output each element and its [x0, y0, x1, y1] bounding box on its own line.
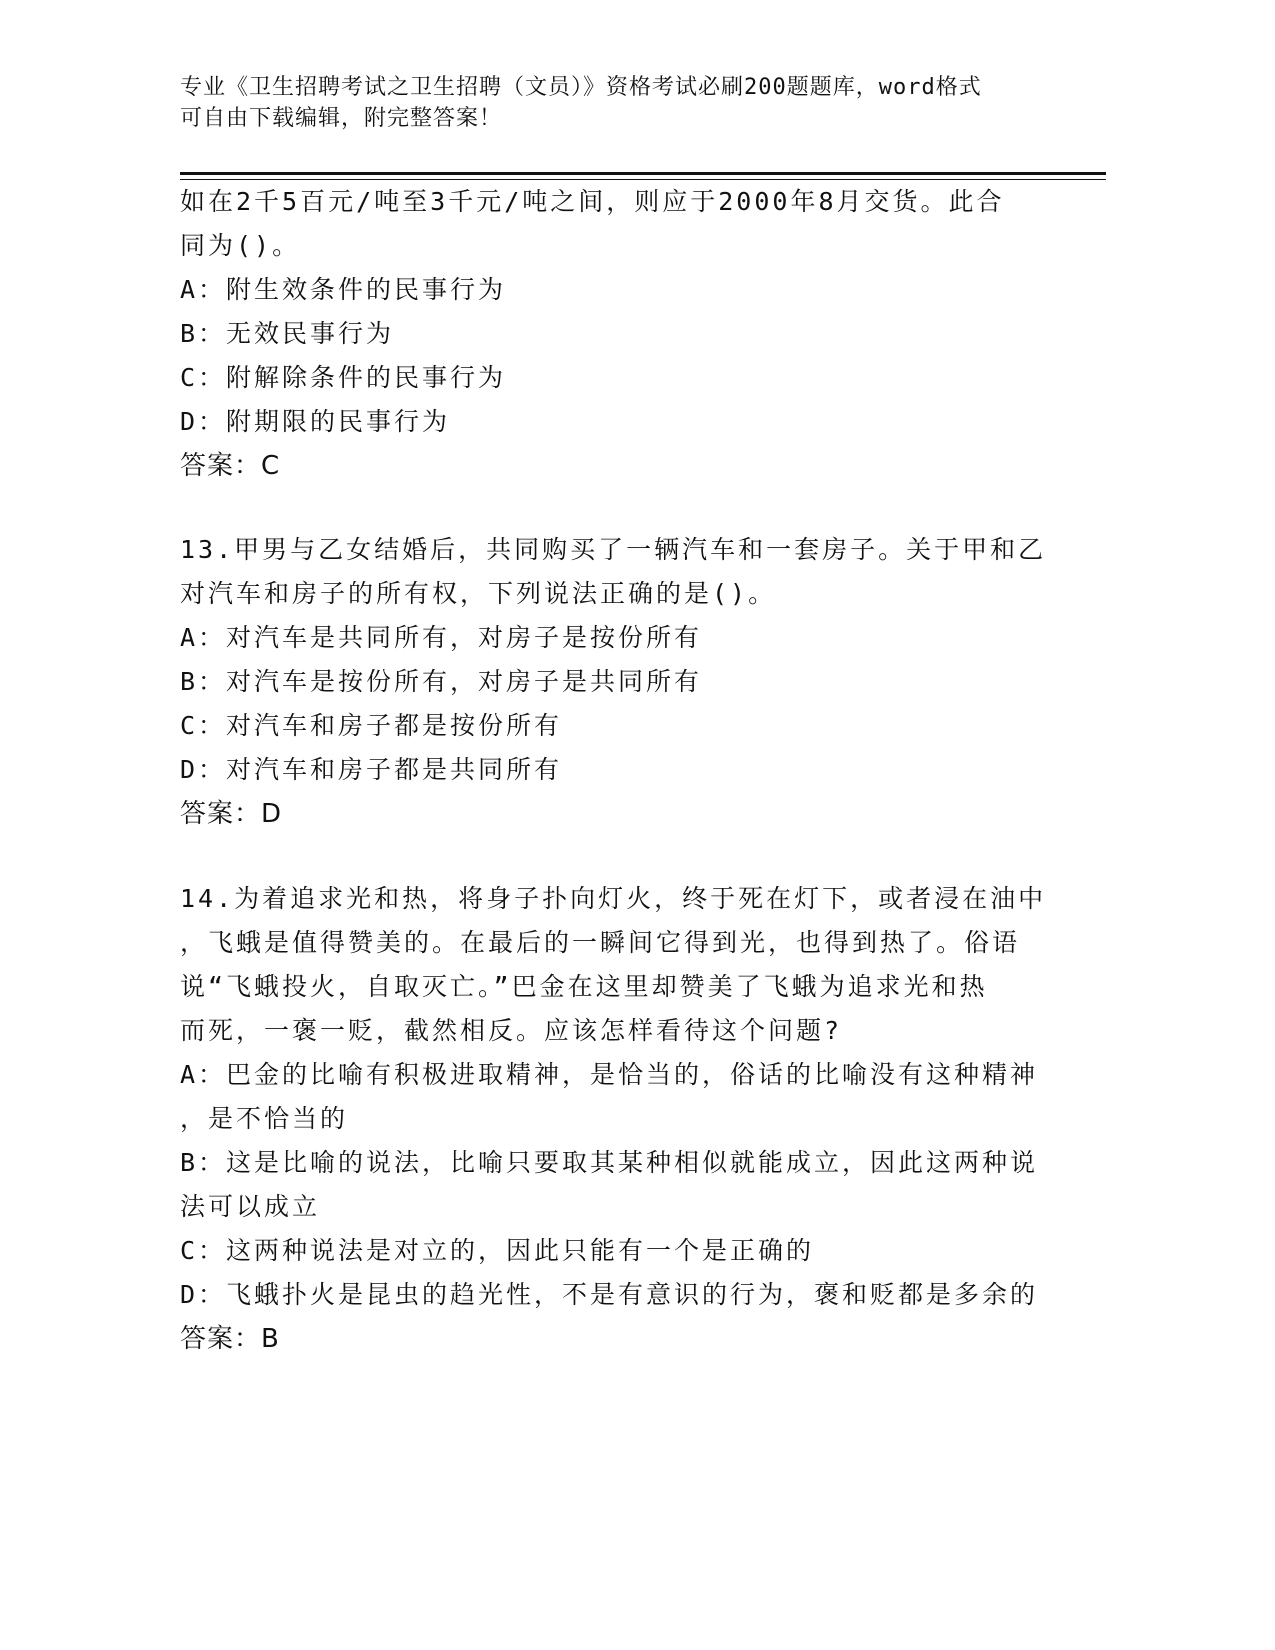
- question-stem-line: 而死，一褒一贬，截然相反。应该怎样看待这个问题?: [180, 1016, 843, 1045]
- option-c: C：这两种说法是对立的，因此只能有一个是正确的: [180, 1236, 815, 1265]
- option-b: B：无效民事行为: [180, 319, 395, 348]
- question-stem-line: 对汽车和房子的所有权，下列说法正确的是()。: [180, 579, 777, 608]
- document-header: [180, 72, 1040, 134]
- option-b: B：这是比喻的说法，比喻只要取其某种相似就能成立，因此这两种说: [180, 1148, 1039, 1177]
- header-divider-thick: [180, 172, 1106, 175]
- option-a-continued: ，是不恰当的: [180, 1104, 349, 1133]
- question-stem-line: 同为()。: [180, 231, 301, 260]
- answer-text: 答案：D: [180, 799, 283, 829]
- question-14: [180, 877, 1050, 1361]
- question-stem-line: 13.甲男与乙女结婚后，共同购买了一辆汽车和一套房子。关于甲和乙: [180, 535, 1047, 564]
- option-d: D：飞蛾扑火是昆虫的趋光性，不是有意识的行为，褒和贬都是多余的: [180, 1280, 1039, 1309]
- header-line-1: 专业《卫生招聘考试之卫生招聘（文员）》资格考试必刷200题题库，word格式: [180, 75, 982, 100]
- question-stem-line: 14.为着追求光和热，将身子扑向灯火，终于死在灯下，或者浸在油中: [180, 884, 1047, 913]
- question-stem-line: 说“飞蛾投火，自取灭亡。”巴金在这里却赞美了飞蛾为追求光和热: [180, 972, 988, 1001]
- option-c: C：附解除条件的民事行为: [180, 363, 507, 392]
- option-a: A：对汽车是共同所有，对房子是按份所有: [180, 623, 703, 652]
- answer-text: 答案：C: [180, 451, 281, 481]
- answer-text: 答案：B: [180, 1324, 280, 1354]
- question-stem-line: 如在2千5百元/吨至3千元/吨之间，则应于2000年8月交货。此合: [180, 187, 1005, 216]
- option-b: B：对汽车是按份所有，对房子是共同所有: [180, 667, 703, 696]
- option-a: A：巴金的比喻有积极进取精神，是恰当的，俗话的比喻没有这种精神: [180, 1060, 1039, 1089]
- question-stem-line: ，飞蛾是值得赞美的。在最后的一瞬间它得到光，也得到热了。俗语: [180, 928, 1021, 957]
- header-line-2: 可自由下载编辑，附完整答案！: [180, 106, 503, 131]
- question-13: [180, 528, 1050, 836]
- option-d: D：对汽车和房子都是共同所有: [180, 755, 563, 784]
- option-c: C：对汽车和房子都是按份所有: [180, 711, 563, 740]
- option-b-continued: 法可以成立: [180, 1192, 321, 1221]
- question-12: [180, 180, 1050, 488]
- option-d: D：附期限的民事行为: [180, 407, 451, 436]
- option-a: A：附生效条件的民事行为: [180, 275, 507, 304]
